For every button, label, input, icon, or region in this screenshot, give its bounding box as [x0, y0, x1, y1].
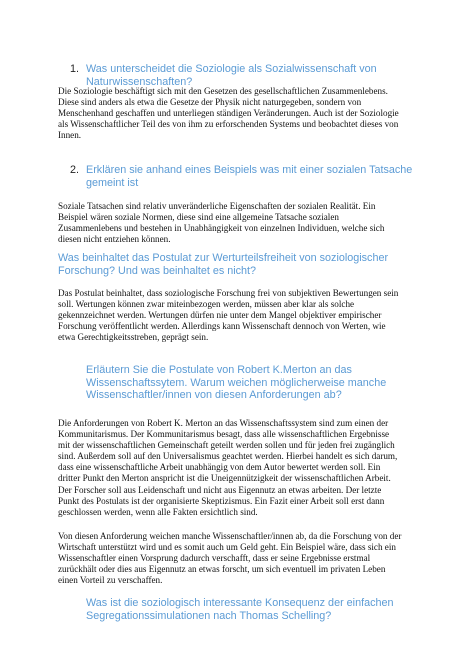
heading-line: Forschung? Und was beinhaltet es nicht? — [58, 264, 257, 277]
paragraph-line: gekennzeichnet werden. Wertungen dürfen nie unter dem Mangel objektiver empirischer — [58, 310, 382, 321]
paragraph-line: Wirtschaft unterstützt wird und es somit auch um Geld geht. Ein Beispiel wäre, dass sich ein — [58, 542, 396, 553]
question-4-heading — [86, 364, 386, 402]
heading-line: gemeint ist — [86, 176, 139, 189]
heading-line: Was unterscheidet die Soziologie als Sozialwissenschaft von — [86, 63, 377, 75]
paragraph-line: Forschung veröffentlicht werden. Allerdings kann Wissenschaft dennoch von Werten, wie — [58, 321, 386, 332]
paragraph-line: soll. Wertungen können zwar miteinbezogen werden, müssen aber klar als solche — [58, 299, 355, 310]
answer-1-paragraph — [58, 86, 399, 141]
answer-5-paragraph — [58, 531, 401, 586]
paragraph-line: Die Anforderungen von Robert K. Merton an das Wissenschaftssystem sind zum einen der — [58, 418, 389, 428]
paragraph-line: mit der wissenschaftlichen Gemeinschaft geteilt werden sollen und für jeden frei zugänglich — [58, 440, 395, 451]
heading-line: Was ist die soziologisch interessante Konsequenz der einfachen — [86, 597, 394, 609]
paragraph-line: Menschenhand geschaffen und unterliegen ständigen Veränderungen. Auch ist der Soziologie — [58, 108, 399, 119]
question-2-number: 2. — [70, 164, 80, 176]
paragraph-line: dass eine wissenschaftliche Arbeit unabhängig von dem Autor bewertet werden soll. Ein — [58, 462, 381, 473]
paragraph-line: Das Postulat beinhaltet, dass soziologische Forschung frei von subjektiven Bewertungen sein — [58, 288, 399, 298]
question-3-heading — [58, 252, 388, 277]
question-5-heading — [86, 597, 394, 622]
paragraph-line: etwa Gerechtigkeitsstreben, geprägt sein. — [58, 332, 209, 343]
paragraph-line: diesen nicht entziehen können. — [58, 234, 171, 245]
heading-line: Naturwissenschaften? — [86, 75, 193, 88]
heading-line: Erläutern Sie die Postulate von Robert K.Merton an das — [86, 364, 352, 376]
paragraph-line: zurückhält oder dies aus Eigennutz an etwas forscht, um sich eventuell im privaten Leben — [58, 564, 386, 575]
answer-4-paragraph — [58, 418, 397, 518]
heading-line: Was beinhaltet das Postulat zur Werturteilsfreiheit von soziologischer — [58, 252, 389, 264]
paragraph-line: Kommunitarismus. Der Kommunitarismus besagt, dass alle wissenschaftlichen Ergebnisse — [58, 429, 390, 440]
heading-line: Wissenschaftssytem. Warum weichen möglicherweise manche — [86, 376, 387, 389]
question-2-heading — [70, 164, 413, 189]
paragraph-line: Zusammenlebens und bestehen in Unabhängigkeit von einzelnen Individuen, welche sich — [58, 223, 385, 234]
heading-line: Wissenschaftler/innen von diesen Anforderungen ab? — [86, 389, 342, 401]
answer-3-paragraph — [58, 288, 398, 343]
paragraph-line: als Wissenschaftlicher Teil des von ihm zu erforschenden Systems und beobachtet dieses von — [58, 119, 399, 130]
paragraph-line: Die Soziologie beschäftigt sich mit den Gesetzen des gesellschaftlichen Zusammenlebens. — [58, 86, 388, 96]
paragraph-line: dritter Punkt den Merton anspricht ist die Uneigennützigkeit der wissenschaftlichen Arbeit. — [58, 473, 391, 484]
paragraph-line: Der Forscher soll aus Leidenschaft und nicht aus Eigennutz an etwas arbeiten. Der letzte — [58, 484, 382, 495]
paragraph-line: einen Vorteil zu verschaffen. — [58, 575, 163, 586]
paragraph-line: sind. Außerdem soll auf den Universalismus geachtet werden. Hierbei handelt es sich darum, — [58, 451, 398, 462]
paragraph-line: Beispiel wären soziale Normen, diese sind eine allgemeine Tatsache sozialen — [58, 212, 339, 223]
answer-2-paragraph — [58, 201, 384, 245]
question-1-number: 1. — [70, 63, 80, 75]
paragraph-line: Soziale Tatsachen sind relativ unveränderliche Eigenschaften der sozialen Realität. Ein — [58, 201, 376, 211]
heading-line: Erklären sie anhand eines Beispiels was mit einer sozialen Tatsache — [86, 164, 413, 176]
paragraph-line: geschlossen werden, wenn alle Fakten ersichtlich sind. — [58, 506, 258, 517]
heading-line: Segregationssimulationen nach Thomas Schelling? — [86, 609, 332, 622]
paragraph-line: Diese sind anders als etwa die Gesetze der Physik nicht naturgegeben, sondern von — [58, 97, 362, 108]
paragraph-line: Von diesen Anforderung weichen manche Wissenschaftler/innen ab, da die Forschung von der — [58, 531, 402, 541]
paragraph-line: Punkt des Postulats ist der organisierte Skeptizismus. Ein Fazit einer Arbeit soll erst dann — [58, 495, 385, 506]
paragraph-line: Innen. — [58, 130, 82, 141]
paragraph-line: Wissenschaftler einen Vorsprung dadurch verschafft, dass er seine Ergebnisse erstmal — [58, 553, 371, 564]
question-1-heading — [70, 63, 377, 88]
